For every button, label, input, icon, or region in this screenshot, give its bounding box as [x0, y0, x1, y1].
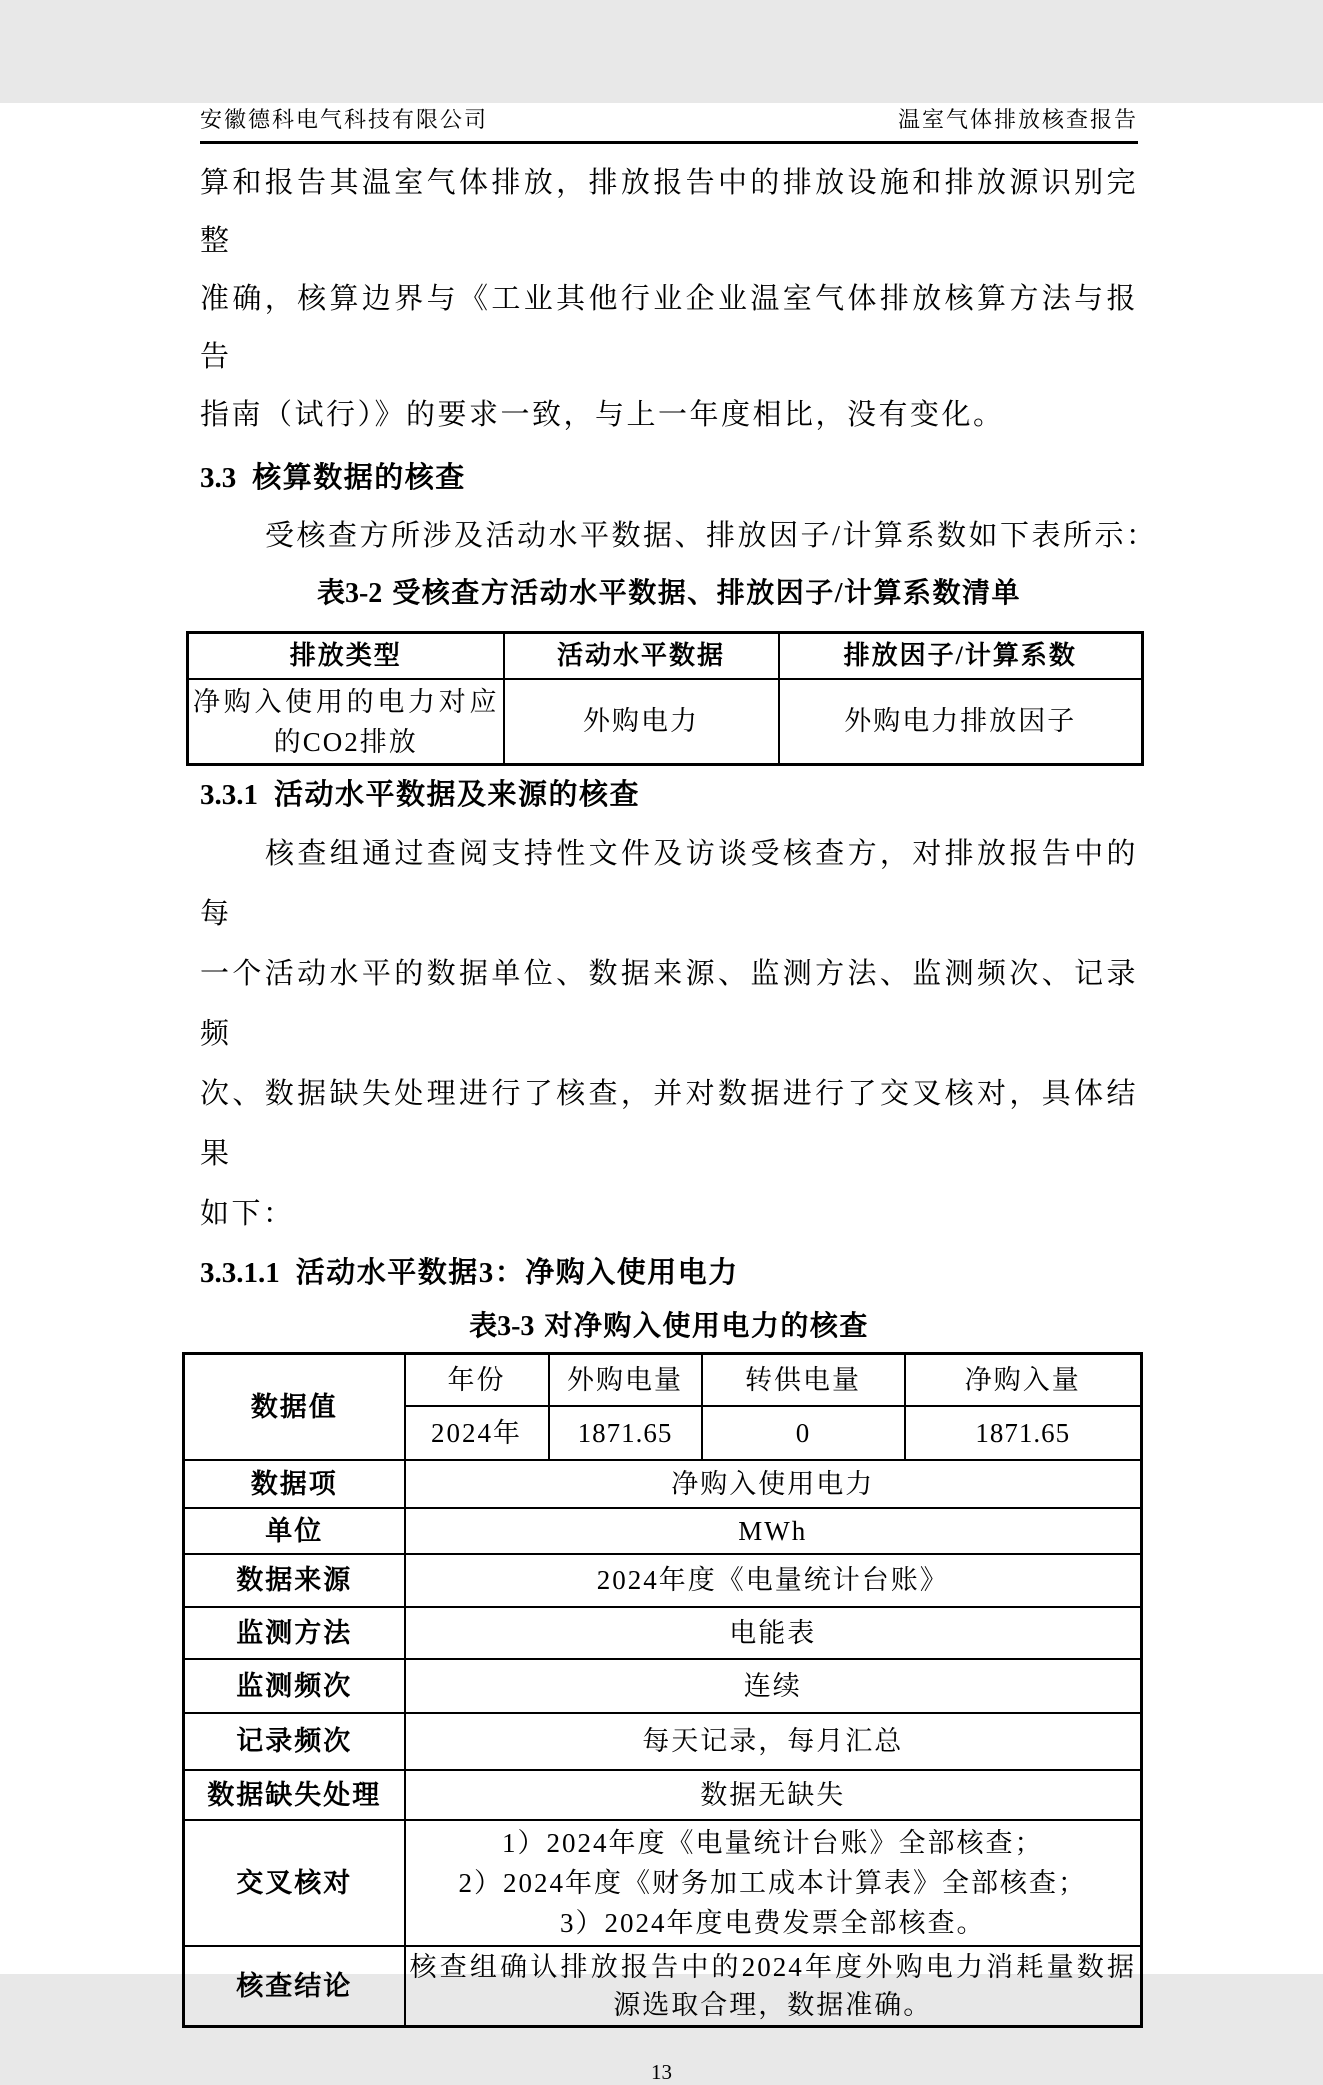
table-row-record-frequency [184, 1713, 1142, 1770]
section-3-3-intro [200, 507, 1158, 565]
value-transferred-electricity: 0 [702, 1406, 905, 1460]
label-cell: 数据缺失处理 [184, 1770, 405, 1820]
paragraph-line: 算和报告其温室气体排放，排放报告中的排放设施和排放源识别完整 [200, 167, 1138, 257]
header-report-title: 温室气体排放核查报告 [897, 107, 1138, 132]
section-number: 3.3.1 [200, 779, 258, 811]
table-row-unit [184, 1508, 1142, 1554]
paragraph-line: 一个活动水平的数据单位、数据来源、监测方法、监测频次、记录频 [200, 958, 1138, 1050]
cross-check-line: 3）2024年度电费发票全部核查。 [560, 1908, 986, 1938]
paragraph-line: 指南（试行）》的要求一致，与上一年度相比，没有变化。 [200, 399, 1005, 431]
table-row-monitoring-frequency [184, 1659, 1142, 1713]
conclusion-line: 源选取合理，数据准确。 [613, 1990, 933, 2020]
document-page [0, 103, 1323, 2084]
table-3-3 [182, 1352, 1143, 2028]
table-3-3-caption [200, 1302, 1138, 1352]
table-3-2 [186, 631, 1144, 766]
value-cell-conclusion [405, 1946, 1142, 2027]
table-row [188, 679, 1143, 765]
section-title: 活动水平数据3：净购入使用电力 [295, 1257, 739, 1289]
paragraph-line: 准确，核算边界与《工业其他行业企业温室气体排放核算方法与报告 [200, 283, 1138, 373]
table-3-2-caption [200, 565, 1138, 623]
label-cell: 数据项 [184, 1460, 405, 1508]
cell-activity-data: 外购电力 [504, 679, 779, 765]
table-row-data-value-header [184, 1354, 1142, 1407]
value-cell-cross-check [405, 1820, 1142, 1946]
value-purchased-electricity: 1871.65 [549, 1406, 702, 1460]
value-cell: 电能表 [405, 1607, 1142, 1659]
section-heading-3-3-1 [200, 766, 1138, 824]
value-cell: 连续 [405, 1659, 1142, 1713]
label-cell: 记录频次 [184, 1713, 405, 1770]
value-cell: 2024年度《电量统计台账》 [405, 1554, 1142, 1607]
value-cell: MWh [405, 1508, 1142, 1554]
value-net-purchase: 1871.65 [905, 1406, 1142, 1460]
section-title: 核算数据的核查 [252, 462, 466, 494]
paragraph-line: 受核查方所涉及活动水平数据、排放因子/计算系数如下表所示： [265, 520, 1158, 552]
table-caption-text: 对净购入使用电力的核查 [544, 1311, 869, 1342]
label-cell: 单位 [184, 1508, 405, 1554]
table-row-cross-check [184, 1820, 1142, 1946]
value-cell: 数据无缺失 [405, 1770, 1142, 1820]
subheader-net-purchase: 净购入量 [905, 1354, 1142, 1407]
cross-check-line: 2）2024年度《财务加工成本计算表》全部核查； [458, 1868, 1087, 1898]
value-year: 2024年 [405, 1406, 549, 1460]
page-number: 13 [651, 2060, 672, 2084]
value-cell: 每天记录，每月汇总 [405, 1713, 1142, 1770]
page-header [200, 103, 1138, 144]
paragraph-line: 如下： [200, 1198, 295, 1230]
table-row-missing-data [184, 1770, 1142, 1820]
cell-line: 的CO2排放 [273, 726, 418, 757]
cross-check-line: 1）2024年度《电量统计台账》全部核查； [502, 1828, 1044, 1858]
paragraph-line: 次、数据缺失处理进行了核查，并对数据进行了交叉核对，具体结果 [200, 1078, 1138, 1170]
label-cell: 监测方法 [184, 1607, 405, 1659]
header-company-name: 安徽德科电气科技有限公司 [200, 107, 489, 132]
header-cell-emission-type: 排放类型 [188, 633, 504, 680]
subheader-year: 年份 [405, 1354, 549, 1407]
label-cell-data-value: 数据值 [184, 1354, 405, 1461]
header-cell-emission-factor: 排放因子/计算系数 [779, 633, 1143, 680]
section-3-3-1-paragraph [200, 824, 1138, 1244]
subheader-purchased-electricity: 外购电量 [549, 1354, 702, 1407]
cell-line: 净购入使用的电力对应 [193, 686, 499, 717]
cell-emission-factor: 外购电力排放因子 [779, 679, 1143, 765]
table-caption-number: 表3-2 [316, 578, 383, 609]
table-caption-number: 表3-3 [469, 1311, 535, 1342]
section-title: 活动水平数据及来源的核查 [274, 779, 641, 811]
intro-paragraph [200, 154, 1138, 444]
subheader-transferred-electricity: 转供电量 [702, 1354, 905, 1407]
label-cell: 交叉核对 [184, 1820, 405, 1946]
header-cell-activity-data: 活动水平数据 [504, 633, 779, 680]
table-row-monitoring-method [184, 1607, 1142, 1659]
section-heading-3-3-1-1 [200, 1244, 1138, 1302]
label-cell: 数据来源 [184, 1554, 405, 1607]
conclusion-line: 核查组确认排放报告中的2024年度外购电力消耗量数据 [409, 1952, 1136, 1982]
table-row-data-item [184, 1460, 1142, 1508]
value-cell: 净购入使用电力 [405, 1460, 1142, 1508]
table-row-conclusion [184, 1946, 1142, 2027]
paragraph-line: 核查组通过查阅支持性文件及访谈受核查方，对排放报告中的每 [200, 838, 1138, 930]
section-number: 3.3.1.1 [200, 1257, 280, 1289]
label-cell: 监测频次 [184, 1659, 405, 1713]
table-header-row [188, 633, 1143, 680]
cell-emission-type [188, 679, 504, 765]
label-cell: 核查结论 [184, 1946, 405, 2027]
section-number: 3.3 [200, 462, 237, 494]
table-row-data-source [184, 1554, 1142, 1607]
section-heading-3-3 [200, 449, 1138, 507]
table-caption-text: 受核查方活动水平数据、排放因子/计算系数清单 [392, 578, 1022, 609]
